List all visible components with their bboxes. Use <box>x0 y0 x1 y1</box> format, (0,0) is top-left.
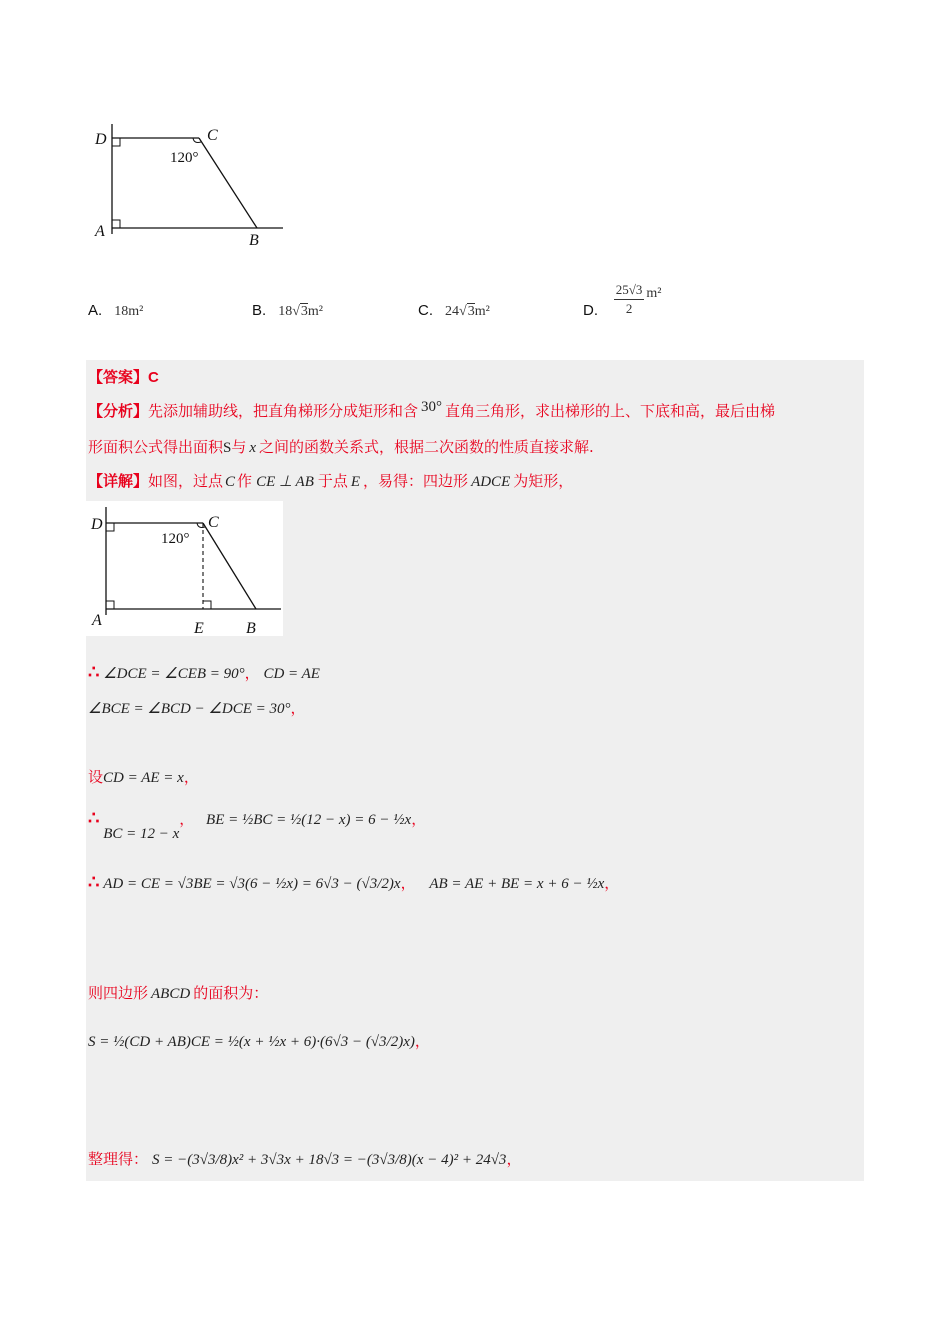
trapezoid-figure-with-height <box>86 501 283 636</box>
option-d[interactable]: D. $\frac{25√3}{2}$ m² <box>583 282 662 319</box>
step-7: S = ½(CD + AB)CE = ½(x + ½x + 6)·(6√3 − (√3/2)x)， <box>88 1032 430 1050</box>
step-4: ∴ BC = 12 − x， BE = ½BC = ½(12 − x) = 6 − ½x， <box>88 808 427 842</box>
label-C: C <box>208 514 219 531</box>
step-1: ∴ ∠DCE = ∠CEB = 90°， CD = AE <box>88 662 320 682</box>
solution-panel <box>86 360 864 1181</box>
analysis-line-2: 形面积公式得出面积S与 x 之间的函数关系式，根据二次函数的性质直接求解. <box>88 438 594 456</box>
label-D: D <box>95 131 107 148</box>
label-B: B <box>249 232 259 249</box>
detail-line: 【详解】如图，过点 C 作 CE ⊥ AB 于点 E ，易得：四边形 ADCE 为矩形， <box>88 472 574 490</box>
step-2: ∠BCE = ∠BCD − ∠DCE = 30°， <box>88 699 306 717</box>
step-6: 则四边形 ABCD 的面积为： <box>88 984 269 1002</box>
option-b[interactable]: B. 18√3m² <box>252 302 323 319</box>
option-c[interactable]: C. 24√3m² <box>418 302 490 319</box>
label-A: A <box>95 223 105 240</box>
label-B: B <box>246 620 256 636</box>
step-3: 设CD = AE = x， <box>88 768 199 786</box>
step-5: ∴ AD = CE = √3BE = √3(6 − ½x) = 6√3 − (√3/2)x， AB = AE + BE = x + 6 − ½x， <box>88 872 620 892</box>
analysis-line-1: 【分析】先添加辅助线，把直角梯形分成矩形和含 30° 直角三角形，求出梯形的上、下底和高，最后由梯 <box>88 399 776 420</box>
label-E: E <box>194 620 204 636</box>
label-D: D <box>91 516 103 533</box>
label-A: A <box>92 612 102 629</box>
label-C: C <box>207 127 218 144</box>
angle-label: 120° <box>170 150 199 166</box>
answer-line: 【答案】C <box>88 368 159 386</box>
step-8: 整理得： S = −(3√3/8)x² + 3√3x + 18√3 = −(3√3/8)(x − 4)² + 24√3， <box>88 1150 522 1168</box>
trapezoid-figure <box>90 118 300 258</box>
angle-label: 120° <box>161 531 190 547</box>
answer-options <box>88 280 848 330</box>
option-a[interactable]: A. 18m² <box>88 302 144 319</box>
